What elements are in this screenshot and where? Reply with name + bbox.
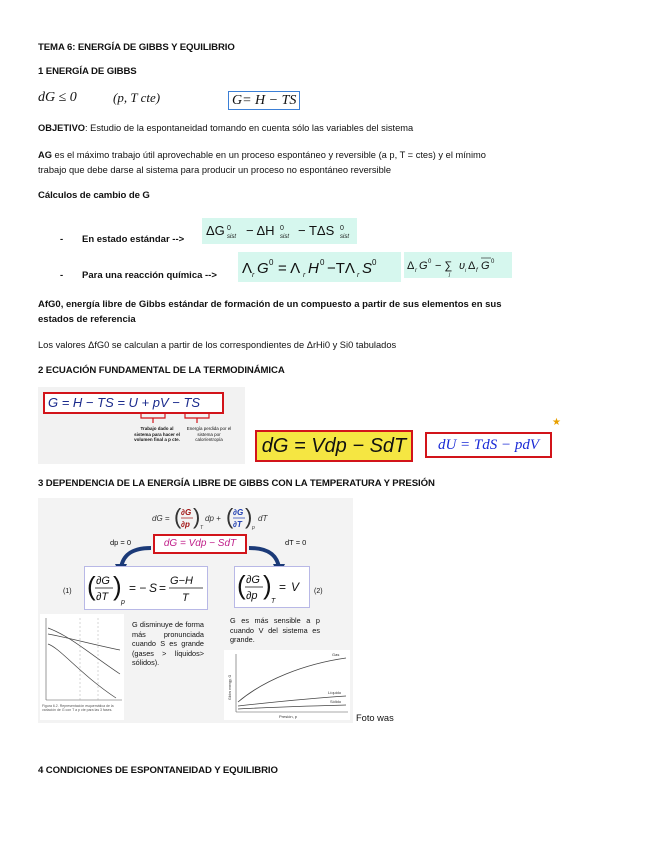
solid-label: Sólido <box>330 699 342 704</box>
ag-text-2: trabajo que debe darse al sistema para producir un proceso no espontáneo reversible <box>38 165 391 175</box>
afg-text-1: AfG0, energía libre de Gibbs estándar de formación de un compuesto a partir de sus elementos en sus <box>38 299 502 310</box>
eq1-number: (1) <box>63 588 72 595</box>
svg-text:Λ: Λ <box>242 260 253 277</box>
section-3-heading: 3 DEPENDENCIA DE LA ENERGÍA LIBRE DE GIBBS CON LA TEMPERATURA Y PRESIÓN <box>38 478 435 489</box>
svg-text:S: S <box>362 260 373 277</box>
graph-caption: Figura 6.2. Representación esquemática de la variación de G con T a p cte para las 3 fases. <box>42 704 114 713</box>
foto-note: Foto was <box>356 713 394 723</box>
svg-text:0: 0 <box>428 259 432 265</box>
formation-sum-equation <box>404 252 512 278</box>
section-1-heading: 1 ENERGÍA DE GIBBS <box>38 66 137 77</box>
afg-paragraph <box>38 297 628 327</box>
ag-text-1: es el máximo trabajo útil aprovechable en un proceso espontáneo y reversible (a p, T = ctes) y el mínimo <box>51 150 486 160</box>
svg-text:∂T: ∂T <box>233 520 242 529</box>
equation-1-box <box>84 566 208 610</box>
star-icon: ★ <box>552 417 561 428</box>
svg-text:r: r <box>415 268 417 274</box>
svg-text:0: 0 <box>227 225 231 232</box>
gibbs-definition-equation: G= H − TS <box>228 91 300 110</box>
tabulated-values-paragraph: Los valores ΔfG0 se calculan a partir de los correspondientes de ΔrHi0 y Si0 tabulados <box>38 340 397 350</box>
objetivo-paragraph <box>38 121 413 136</box>
svg-text:− ΔH: − ΔH <box>246 223 275 238</box>
dg-fundamental-equation: dG = Vdp − SdT <box>255 430 413 462</box>
objetivo-text: : Estudio de la espontaneidad tomando en cuenta sólo las variables del sistema <box>85 123 414 133</box>
svg-text:G−H: G−H <box>170 575 193 587</box>
gibbs-vs-temperature-graph <box>40 614 124 720</box>
bullet-reaction: - Para una reacción química --> <box>60 270 217 281</box>
svg-text:): ) <box>245 504 253 529</box>
section-4-heading: 4 CONDICIONES DE ESPONTANEIDAD Y EQUILIBRIO <box>38 765 278 776</box>
bullet-reaction-text: Para una reacción química --> <box>82 270 217 281</box>
bullet-standard-state: - En estado estándar --> <box>60 234 185 245</box>
svg-text:∂T: ∂T <box>96 591 109 603</box>
svg-text:= −: = − <box>129 581 147 595</box>
equation-2-box <box>234 566 310 608</box>
gibbs-condition-equation: dG ≤ 0 <box>38 90 77 105</box>
svg-text:G: G <box>419 260 428 272</box>
gibbs-condition-note: (p, T cte) <box>113 90 161 105</box>
svg-text:sist: sist <box>227 234 236 240</box>
svg-text:=: = <box>159 581 167 595</box>
svg-text:G: G <box>257 260 269 277</box>
g-expanded-equation: G = H − TS = U + pV − TS <box>43 392 224 414</box>
svg-text:T: T <box>200 525 204 531</box>
g-definition-figure <box>38 387 245 464</box>
svg-text:dG =: dG = <box>152 514 170 523</box>
svg-text:r: r <box>303 272 306 279</box>
svg-text:): ) <box>113 571 122 601</box>
svg-text:− ∑: − ∑ <box>435 260 453 272</box>
svg-text:V: V <box>291 580 300 594</box>
svg-text:f: f <box>476 268 478 274</box>
svg-text:Δ: Δ <box>468 260 476 272</box>
svg-text:sist: sist <box>280 234 289 240</box>
svg-text:dT: dT <box>258 514 268 523</box>
svg-text:0: 0 <box>320 258 325 267</box>
svg-text:T: T <box>182 592 189 604</box>
svg-text:Δ: Δ <box>407 260 415 272</box>
gibbs-dependence-figure <box>38 498 353 723</box>
svg-text:∂G: ∂G <box>233 508 244 517</box>
svg-text:0: 0 <box>280 225 284 232</box>
svg-text:T: T <box>271 598 276 605</box>
svg-text:ΔG: ΔG <box>206 223 225 238</box>
svg-text:p: p <box>121 599 125 606</box>
temperature-explanation: G disminuye de forma más pronunciada cuando S es grande (gases > líquidos> sólidos). <box>132 620 204 667</box>
page-title: TEMA 6: ENERGÍA DE GIBBS Y EQUILIBRIO <box>38 42 235 53</box>
ag-paragraph <box>38 148 628 178</box>
svg-text:∂G: ∂G <box>181 508 192 517</box>
svg-text:sist: sist <box>340 234 349 240</box>
calc-heading: Cálculos de cambio de G <box>38 190 150 201</box>
liquid-label: Líquido <box>328 690 342 695</box>
gibbs-vs-pressure-graph <box>224 650 350 720</box>
svg-text:(: ( <box>87 571 96 601</box>
svg-text:∂p: ∂p <box>246 590 258 602</box>
entropy-note: Energía perdida por el sistema por calor/entropía <box>186 426 232 442</box>
svg-text:∂G: ∂G <box>246 574 260 586</box>
ag-label: AG <box>38 150 52 160</box>
du-fundamental-equation: dU = TdS − pdV <box>425 432 552 458</box>
svg-text:= Λ: = Λ <box>278 260 301 277</box>
gas-label: Gas <box>332 652 340 657</box>
svg-text:0: 0 <box>269 258 274 267</box>
bracket-annotations <box>133 411 223 425</box>
svg-text:H: H <box>308 260 319 277</box>
svg-text:−TΛ: −TΛ <box>327 260 355 277</box>
label-dt-zero: dT = 0 <box>285 538 307 547</box>
svg-text:i: i <box>465 268 467 274</box>
eq2-number: (2) <box>314 588 323 595</box>
svg-text:(: ( <box>237 570 246 600</box>
work-note: Trabajo dado al sistema para hacer el volumen final a p cte. <box>134 426 180 442</box>
svg-text:∂G: ∂G <box>96 575 110 587</box>
svg-text:r: r <box>357 272 360 279</box>
section-2-heading: 2 ECUACIÓN FUNDAMENTAL DE LA TERMODINÁMICA <box>38 365 285 376</box>
svg-text:=: = <box>279 580 287 594</box>
svg-text:): ) <box>263 570 272 600</box>
svg-text:(: ( <box>226 504 234 529</box>
standard-state-equation <box>202 218 357 244</box>
svg-text:0: 0 <box>372 258 377 267</box>
svg-text:0: 0 <box>491 259 495 265</box>
label-dp-zero: dp = 0 <box>110 538 132 547</box>
bullet-standard-state-text: En estado estándar --> <box>82 234 185 245</box>
svg-text:G: G <box>481 260 490 272</box>
pressure-axis-label: Presión, p <box>279 714 298 719</box>
afg-text-2: estados de referencia <box>38 314 136 325</box>
svg-text:r: r <box>252 272 255 279</box>
svg-text:j: j <box>449 272 451 278</box>
svg-text:): ) <box>193 504 201 529</box>
svg-text:0: 0 <box>340 225 344 232</box>
gibbs-axis-label: Gibbs energy, G <box>228 674 232 700</box>
dg-center-equation: dG = Vdp − SdT <box>153 534 247 554</box>
total-differential-equation <box>148 502 288 532</box>
objetivo-label: OBJETIVO <box>38 123 86 133</box>
svg-text:p: p <box>252 525 255 531</box>
svg-text:− TΔS: − TΔS <box>298 223 335 238</box>
svg-text:υ: υ <box>459 260 466 272</box>
reaction-gibbs-equation <box>238 252 401 282</box>
svg-text:dp +: dp + <box>205 514 221 523</box>
pressure-explanation: G es más sensible a p cuando V del sistema es grande. <box>230 616 320 644</box>
svg-text:S: S <box>149 581 158 595</box>
svg-text:∂p: ∂p <box>181 520 190 529</box>
svg-text:(: ( <box>174 504 182 529</box>
